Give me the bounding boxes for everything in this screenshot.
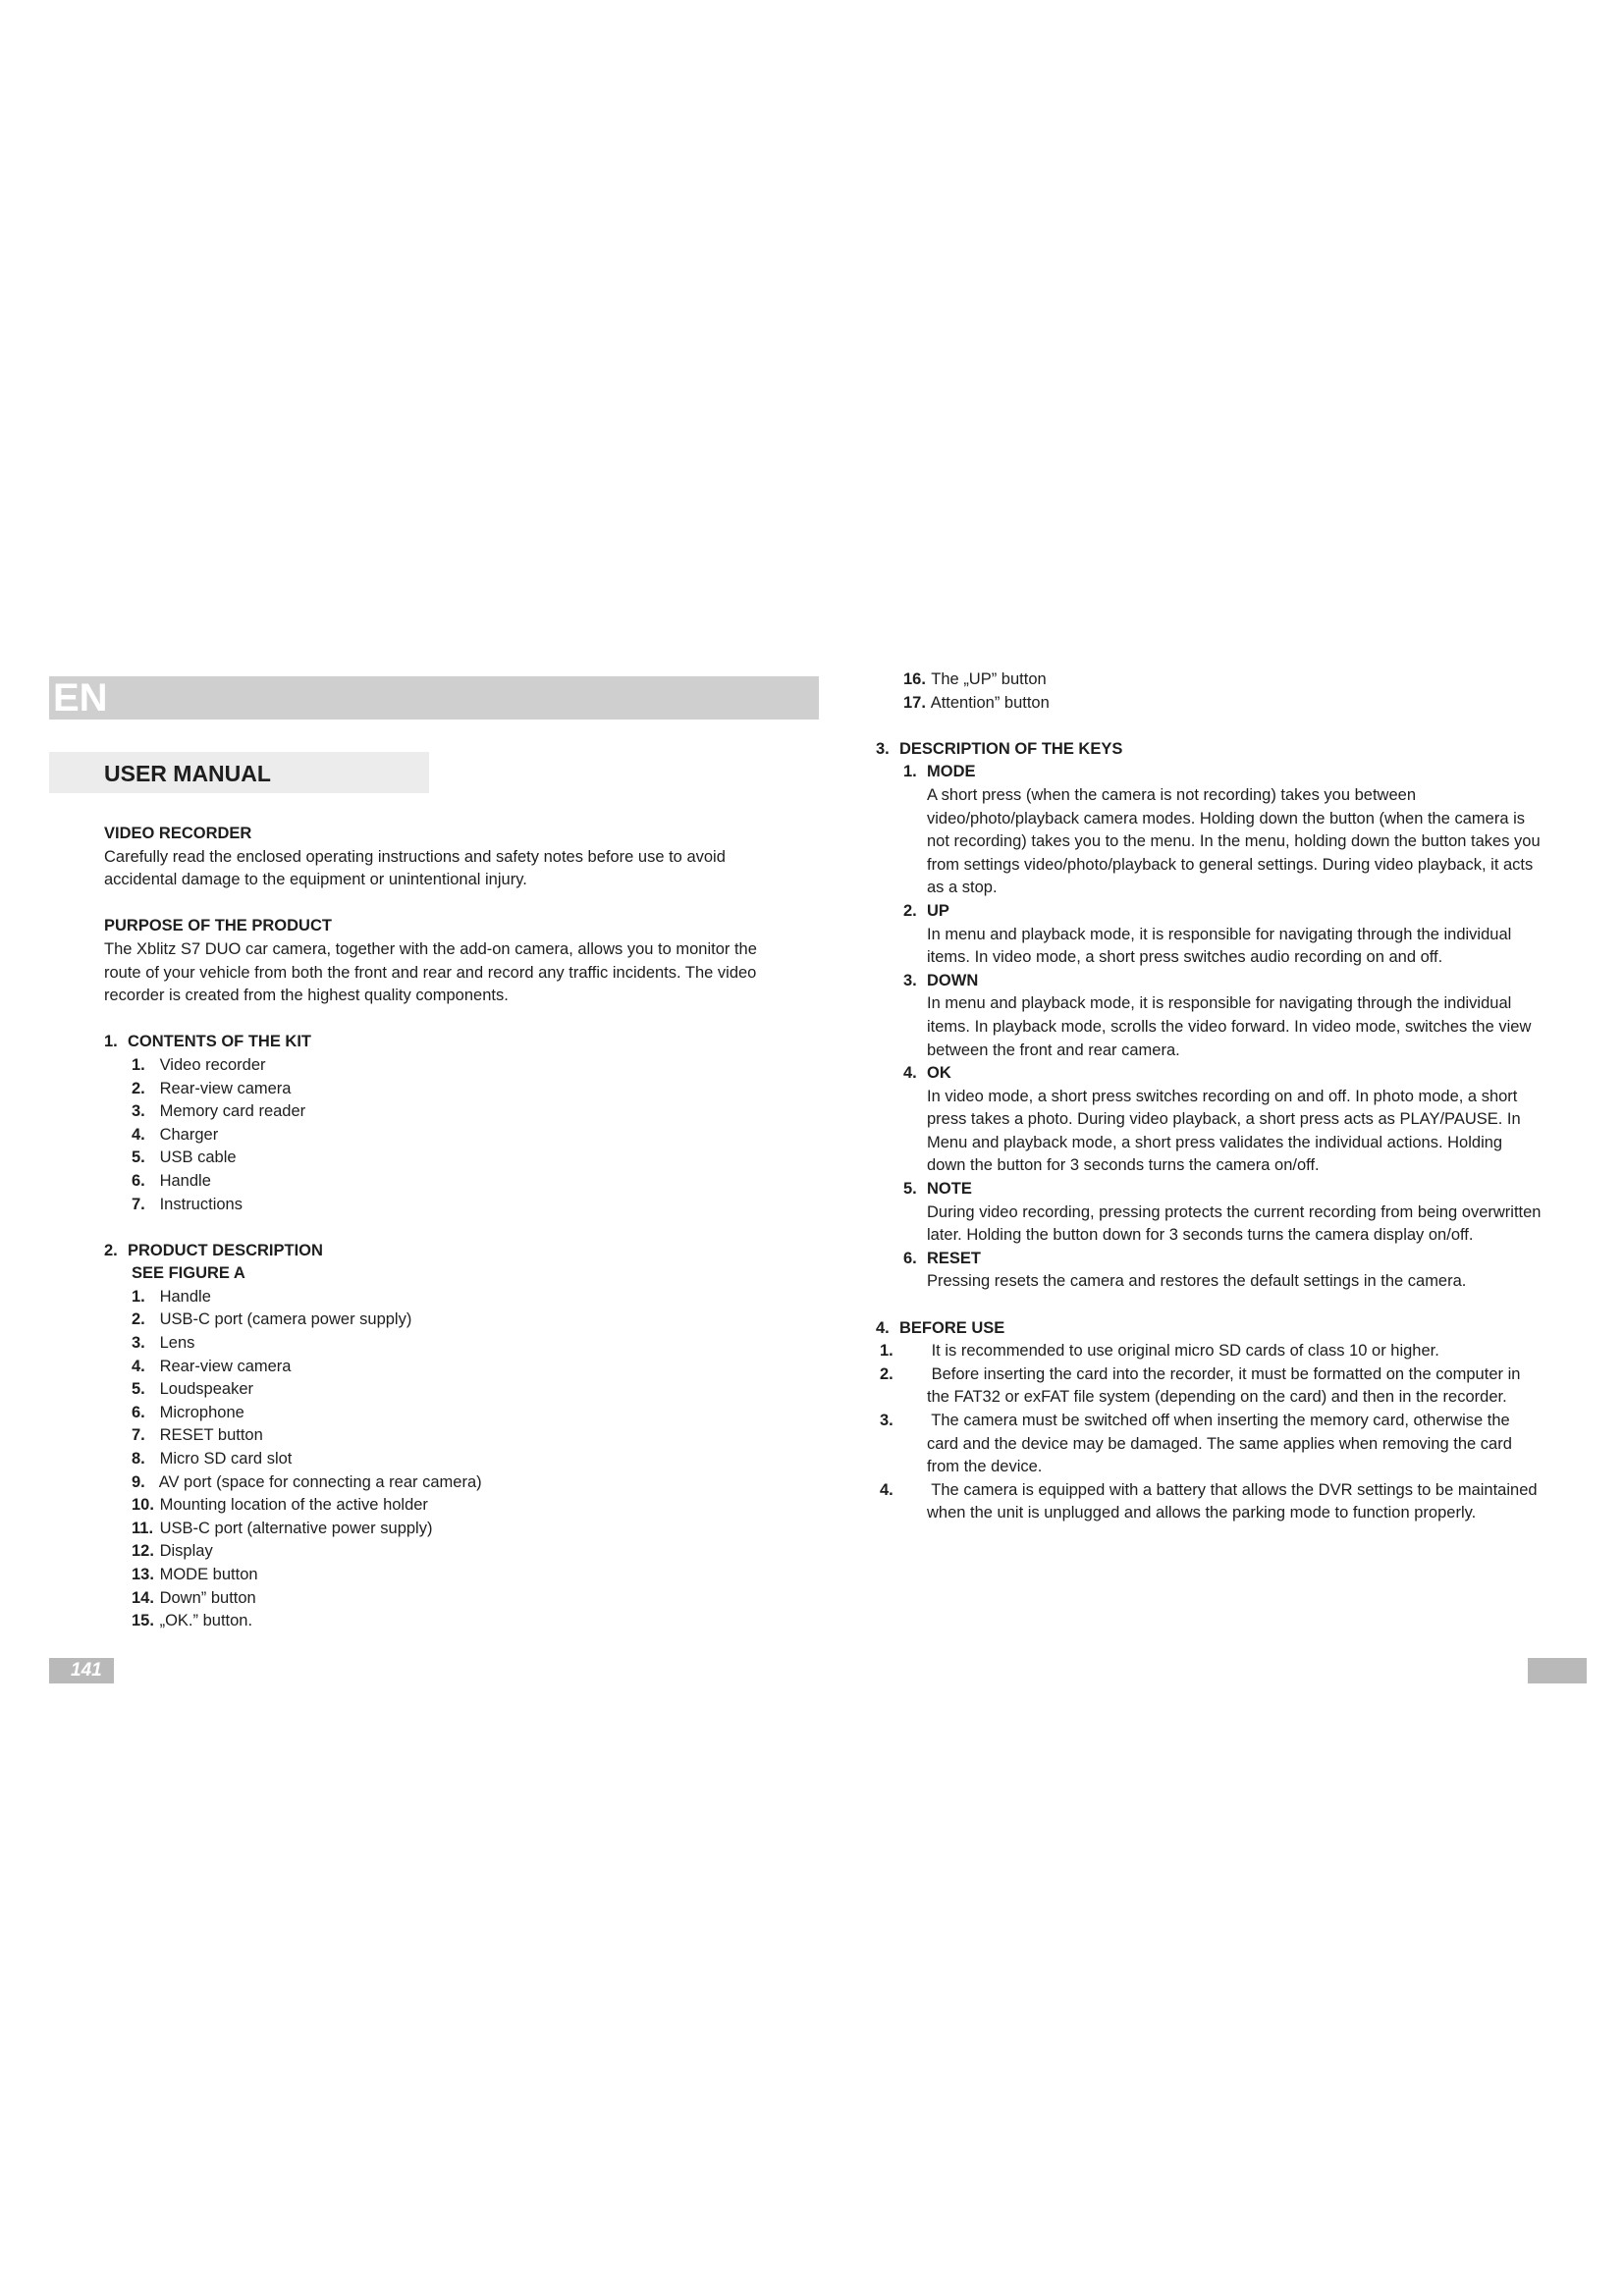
see-figure-label: SEE FIGURE A xyxy=(132,1264,245,1283)
item-number: 9. xyxy=(132,1472,145,1491)
item-text: Attention” button xyxy=(930,693,1050,712)
key-number: 2. xyxy=(903,901,917,920)
item-text: Loudspeaker xyxy=(159,1380,254,1399)
video-recorder-text: Carefully read the enclosed operating instructions and safety notes before use to avoid accidental damage to the equipment or unintentional injury. xyxy=(104,847,726,889)
product-item xyxy=(104,1308,772,1332)
key-title xyxy=(876,761,1543,784)
product-item xyxy=(104,1610,772,1633)
item-number: 12. xyxy=(132,1542,154,1561)
product-item xyxy=(104,1332,772,1356)
item-text: The „UP” button xyxy=(931,670,1047,688)
item-text: Down” button xyxy=(159,1588,256,1607)
item-number: 1. xyxy=(880,1342,893,1361)
key-entry xyxy=(876,1248,1543,1294)
item-text: Lens xyxy=(159,1334,195,1353)
product-item xyxy=(104,1356,772,1379)
item-text: Rear-view camera xyxy=(159,1357,292,1375)
item-number: 4. xyxy=(132,1357,145,1375)
key-entry xyxy=(876,1178,1543,1248)
item-text: Micro SD card slot xyxy=(159,1450,293,1468)
item-text: Before inserting the card into the recorder, it must be formatted on the computer in the FAT32 or exFAT file system (depending on the card) and then in the recorder. xyxy=(927,1364,1521,1407)
key-number: 1. xyxy=(903,763,917,781)
item-text: USB-C port (camera power supply) xyxy=(159,1310,412,1329)
kit-item xyxy=(104,1100,772,1124)
product-item xyxy=(104,1518,772,1541)
before-use-item xyxy=(876,1479,1543,1525)
item-text: Microphone xyxy=(159,1403,244,1421)
before-use-item xyxy=(876,1410,1543,1479)
before-use-item xyxy=(876,1340,1543,1363)
key-number: 5. xyxy=(903,1180,917,1199)
product-item xyxy=(876,668,1543,692)
item-number: 4. xyxy=(132,1125,145,1144)
before-use-item xyxy=(876,1363,1543,1410)
item-text: Mounting location of the active holder xyxy=(159,1496,428,1515)
key-title xyxy=(876,900,1543,924)
item-text: USB cable xyxy=(159,1148,237,1167)
key-title xyxy=(876,1178,1543,1201)
item-text: Memory card reader xyxy=(159,1102,306,1121)
item-text: Rear-view camera xyxy=(159,1079,292,1097)
item-text: RESET button xyxy=(159,1426,263,1445)
item-text: Handle xyxy=(159,1287,211,1306)
key-entry xyxy=(876,761,1543,900)
item-number: 5. xyxy=(132,1380,145,1399)
key-name: OK xyxy=(927,1064,951,1083)
item-number: 1. xyxy=(132,1055,145,1074)
key-name: NOTE xyxy=(927,1180,972,1199)
key-description: In menu and playback mode, it is responsible for navigating through the individual items. In video mode, a short press switches audio recording on and off. xyxy=(927,925,1512,967)
product-item xyxy=(104,1448,772,1471)
product-item xyxy=(104,1494,772,1518)
key-description: Pressing resets the camera and restores the default settings in the camera. xyxy=(927,1272,1467,1291)
item-number: 3. xyxy=(132,1102,145,1121)
item-text: Charger xyxy=(159,1125,219,1144)
item-text: Handle xyxy=(159,1171,211,1190)
item-number: 13. xyxy=(132,1566,154,1583)
key-name: MODE xyxy=(927,763,976,781)
page-number: 141 xyxy=(71,1660,102,1681)
key-number: 6. xyxy=(903,1249,917,1267)
key-number: 3. xyxy=(903,971,917,989)
product-list-left xyxy=(104,1286,772,1633)
item-text: The camera must be switched off when inserting the memory card, otherwise the card and the device may be damaged. The same applies when removing the card from the device. xyxy=(927,1412,1512,1476)
kit-item xyxy=(104,1124,772,1148)
purpose-text: The Xblitz S7 DUO car camera, together with the add-on camera, allows you to monitor the route of your vehicle from both the front and rear and record any traffic incidents. The video recorder is created from the highest quality components. xyxy=(104,939,757,1005)
item-number: 7. xyxy=(132,1195,145,1213)
product-item xyxy=(104,1587,772,1611)
kit-item xyxy=(104,1078,772,1101)
key-description: In menu and playback mode, it is responsible for navigating through the individual items. In playback mode, scrolls the video forward. In video mode, switches the view between the front and rear camera. xyxy=(927,994,1532,1059)
item-number: 2. xyxy=(132,1079,145,1097)
product-item xyxy=(104,1540,772,1564)
keys-heading: 3. DESCRIPTION OF THE KEYS xyxy=(876,739,1123,758)
key-name: RESET xyxy=(927,1249,982,1267)
item-number: 14. xyxy=(132,1588,154,1607)
kit-item xyxy=(104,1194,772,1217)
item-number: 2. xyxy=(132,1310,145,1329)
kit-heading: 1. CONTENTS OF THE KIT xyxy=(104,1033,311,1051)
key-description: During video recording, pressing protects the current recording from being overwritten later. Holding the button down for 3 seconds turns the camera display on/off. xyxy=(927,1202,1542,1245)
item-text: Instructions xyxy=(159,1195,243,1213)
item-number: 15. xyxy=(132,1612,154,1630)
left-column xyxy=(104,823,772,1633)
item-text: MODE button xyxy=(159,1566,258,1583)
item-number: 5. xyxy=(132,1148,145,1167)
before-use-list xyxy=(876,1340,1543,1525)
item-text: It is recommended to use original micro SD cards of class 10 or higher. xyxy=(931,1342,1439,1361)
language-bar xyxy=(49,676,819,720)
item-number: 7. xyxy=(132,1426,145,1445)
item-text: USB-C port (alternative power supply) xyxy=(159,1519,433,1537)
kit-list xyxy=(104,1054,772,1216)
right-page-marker xyxy=(1528,1658,1587,1683)
item-number: 10. xyxy=(132,1496,154,1515)
key-entry xyxy=(876,970,1543,1062)
item-number: 8. xyxy=(132,1450,145,1468)
product-list-right xyxy=(876,668,1543,715)
key-name: DOWN xyxy=(927,971,979,989)
item-number: 17. xyxy=(903,693,926,712)
product-heading: 2. PRODUCT DESCRIPTION xyxy=(104,1241,323,1259)
product-item xyxy=(104,1402,772,1425)
key-description: A short press (when the camera is not recording) takes you between video/photo/playback camera modes. Holding down the button (when the camera is not recording) takes you to the menu. In the menu, holding down the button takes you from settings video/photo/playback to general settings. During video playback, it acts as a stop. xyxy=(927,785,1541,897)
item-text: „OK.” button. xyxy=(159,1612,253,1630)
item-number: 3. xyxy=(880,1412,893,1429)
manual-title: USER MANUAL xyxy=(104,761,271,786)
item-number: 11. xyxy=(132,1519,154,1537)
key-number: 4. xyxy=(903,1064,917,1083)
video-recorder-heading: VIDEO RECORDER xyxy=(104,825,252,842)
before-use-heading: 4. BEFORE USE xyxy=(876,1318,1005,1337)
item-number: 3. xyxy=(132,1334,145,1353)
key-entry xyxy=(876,1062,1543,1178)
product-item xyxy=(104,1424,772,1448)
kit-item xyxy=(104,1054,772,1078)
item-text: Display xyxy=(159,1542,213,1561)
keys-list xyxy=(876,761,1543,1294)
product-item xyxy=(104,1286,772,1309)
item-text: AV port (space for connecting a rear camera) xyxy=(158,1472,482,1491)
item-number: 4. xyxy=(880,1480,893,1499)
product-item xyxy=(104,1564,772,1587)
product-item xyxy=(104,1378,772,1402)
item-number: 6. xyxy=(132,1403,145,1421)
language-code: EN xyxy=(53,676,108,720)
right-column xyxy=(876,668,1543,1525)
purpose-heading: PURPOSE OF THE PRODUCT xyxy=(104,917,332,935)
item-number: 6. xyxy=(132,1171,145,1190)
key-description: In video mode, a short press switches recording on and off. In photo mode, a short press takes a photo. During video playback, a short press acts as PLAY/PAUSE. In Menu and playback mode, a short press validates the individual actions. Holding down the button for 3 seconds turns the camera on/off. xyxy=(927,1087,1521,1175)
item-text: Video recorder xyxy=(159,1055,266,1074)
item-number: 16. xyxy=(903,670,926,688)
item-number: 1. xyxy=(132,1287,145,1306)
key-title xyxy=(876,970,1543,993)
product-item xyxy=(104,1471,772,1495)
key-entry xyxy=(876,900,1543,970)
key-title xyxy=(876,1062,1543,1086)
item-number: 2. xyxy=(880,1364,893,1383)
product-item xyxy=(876,692,1543,716)
kit-item xyxy=(104,1147,772,1170)
key-title xyxy=(876,1248,1543,1271)
item-text: The camera is equipped with a battery that allows the DVR settings to be maintained when the unit is unplugged and allows the parking mode to function properly. xyxy=(927,1480,1538,1522)
kit-item xyxy=(104,1170,772,1194)
key-name: UP xyxy=(927,901,949,920)
